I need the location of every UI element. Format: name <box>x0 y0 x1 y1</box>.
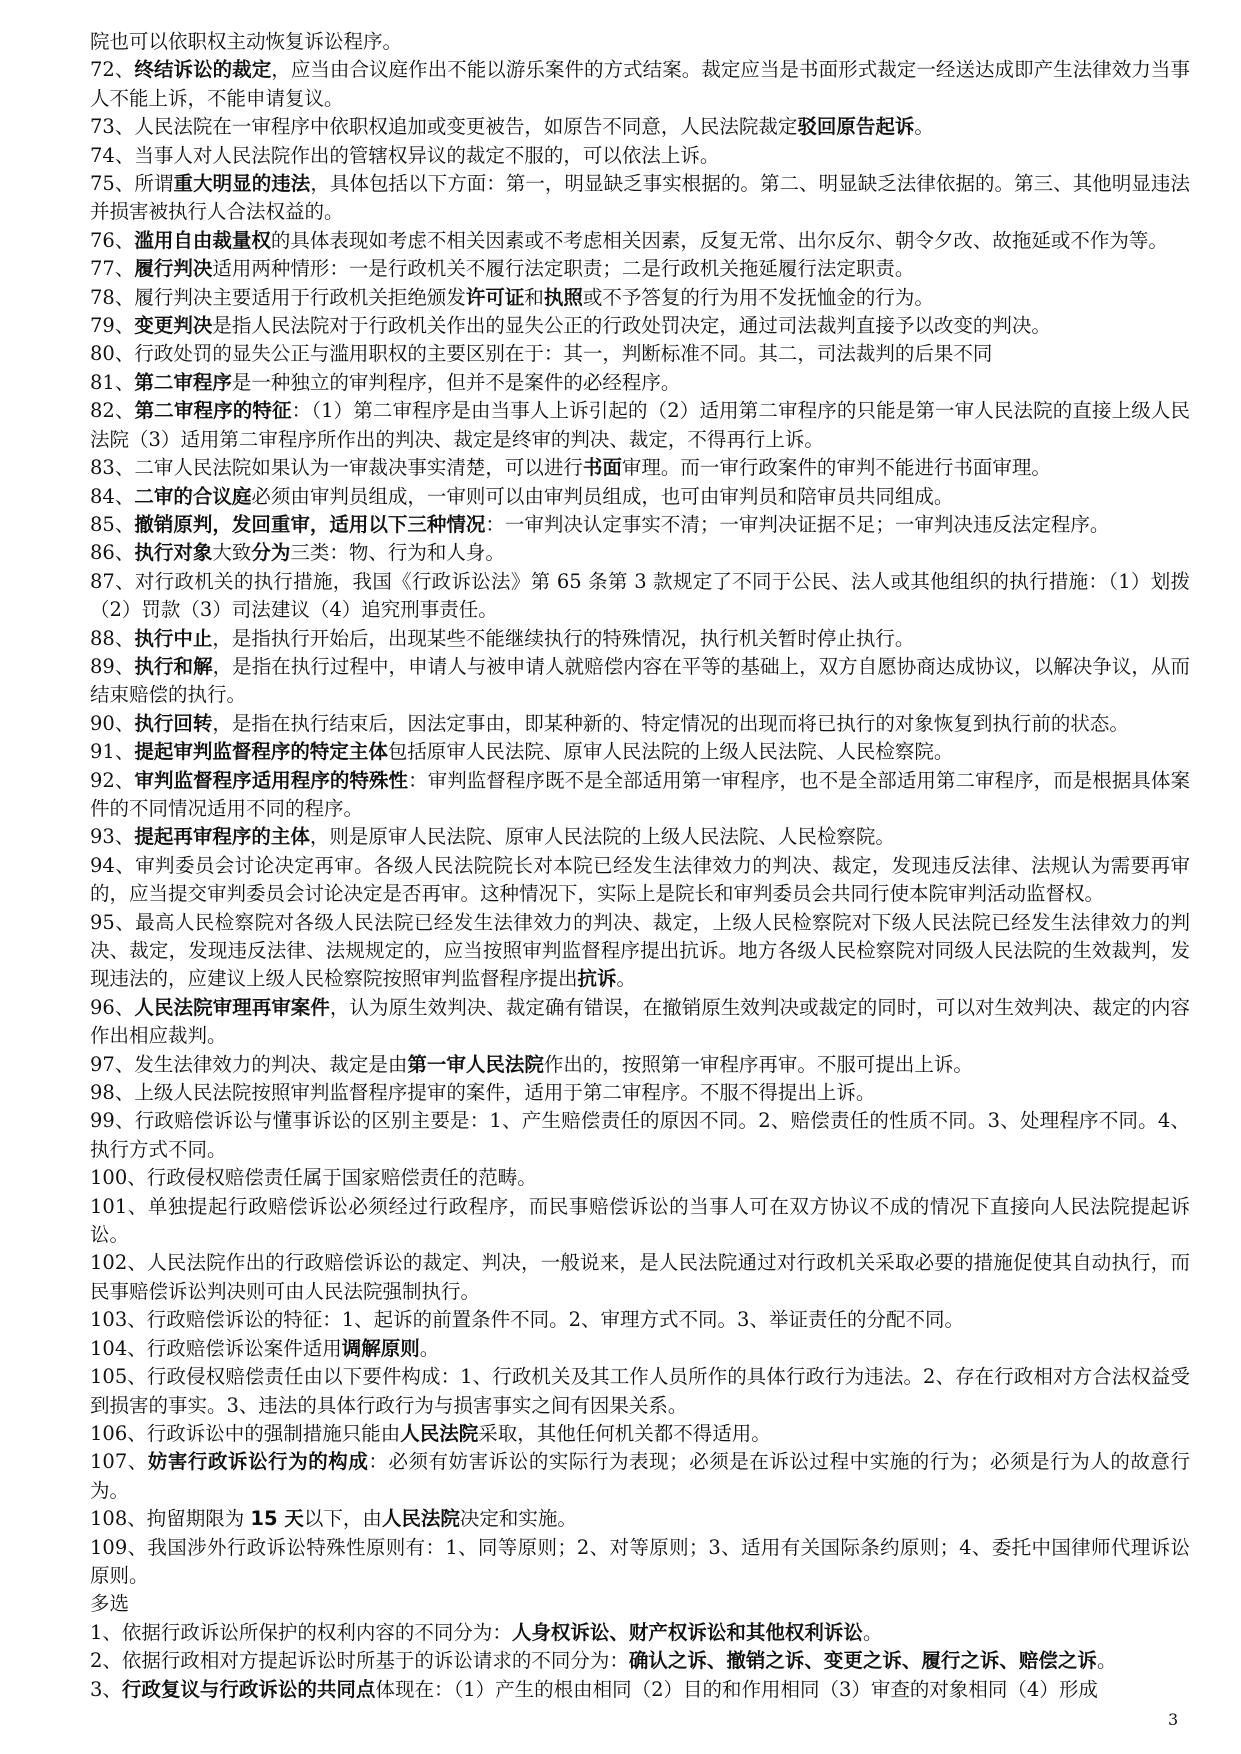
bold-term: 执行回转 <box>134 711 213 735</box>
paragraph <box>90 142 1190 170</box>
paragraph <box>90 255 1190 283</box>
text-run: ，是指在执行过程中，申请人与被申请人就赔偿内容在平等的基础上，双方自愿协商达成协议，以解决争议，从而结束赔偿的执行。 <box>90 654 1190 707</box>
text-run: 74、当事人对人民法院作出的管辖权异议的裁定不服的，可以依法上诉。 <box>90 143 720 167</box>
text-run: 103、行政赔偿诉讼的特征：1、起诉的前置条件不同。2、审理方式不同。3、举证责任的分配不同。 <box>90 1308 964 1332</box>
text-run: 85、 <box>90 512 135 536</box>
text-run: 101、单独提起行政赔偿诉讼必须经过行政程序，而民事赔偿诉讼的当事人可在双方协议不成的情况下直接向人民法院提起诉讼。 <box>90 1194 1190 1247</box>
bold-term: 终结诉讼的裁定 <box>134 58 272 82</box>
paragraph <box>90 170 1190 227</box>
paragraph <box>90 227 1190 255</box>
text-run: 98、上级人民法院按照审判监督程序提审的案件，适用于第二审程序。不服不得提出上诉。 <box>90 1081 876 1105</box>
text-run: 适用两种情形：一是行政机关不履行法定职责；二是行政机关拖延履行法定职责。 <box>212 257 915 281</box>
bold-term: 第二审程序 <box>134 370 232 394</box>
bold-term: 人民法院 <box>381 1507 460 1531</box>
paragraph <box>90 1647 1190 1675</box>
text-run: ：一审判决认定事实不清；一审判决证据不足；一审判决违反法定程序。 <box>485 512 1110 536</box>
bold-term: 抗诉 <box>577 967 617 991</box>
paragraph <box>90 738 1190 766</box>
bold-term: 执行和解 <box>134 654 213 678</box>
paragraph <box>90 1107 1190 1164</box>
text-run: 。 <box>1096 1649 1117 1673</box>
paragraph <box>90 56 1190 113</box>
text-run: 采取，其他任何机关都不得适用。 <box>478 1421 771 1445</box>
text-run: 体现在：（1）产生的根由相同（2）目的和作用相同（3）审查的对象相同（4）形成 <box>375 1677 1098 1701</box>
text-run: 107、 <box>90 1450 148 1474</box>
text-run: 包括原审人民法院、原审人民法院的上级人民法院、人民检察院。 <box>387 740 954 764</box>
paragraph <box>90 1590 1190 1618</box>
paragraph <box>90 28 1190 56</box>
text-run: 95、最高人民检察院对各级人民法院已经发生法律效力的判决、裁定，上级人民检察院对下级人民法院已经发生法律效力的判决、裁定，发现违反法律、法规规定的，应当按照审判监督程序提出抗诉。地方各级人民检察院对同级人民法院的生效裁判，发现违法的，应建议上级人民检察院按照审判监督程序提出 <box>90 910 1190 991</box>
text-run: 和 <box>524 285 544 309</box>
text-run: ，认为原生效判决、裁定确有错误，在撤销原生效判决或裁定的同时，可以对生效判决、裁定的内容作出相应裁判。 <box>90 995 1190 1048</box>
bold-term: 提起审判监督程序的特定主体 <box>134 740 388 764</box>
bold-term: 执行对象 <box>134 541 213 565</box>
text-run: 院也可以依职权主动恢复诉讼程序。 <box>90 30 403 53</box>
page-number: 3 <box>1168 1710 1179 1729</box>
bold-term: 撤销原判，发回重审，适用以下三种情况 <box>134 512 486 536</box>
text-run: 1、依据行政诉讼所保护的权利内容的不同分为： <box>90 1620 512 1644</box>
bold-term: 履行判决 <box>134 257 213 281</box>
paragraph <box>90 113 1190 141</box>
text-run: 93、 <box>90 825 135 849</box>
bold-term: 妨害行政诉讼行为的构成 <box>147 1450 369 1474</box>
text-run: 84、 <box>90 484 135 508</box>
paragraph <box>90 1164 1190 1192</box>
text-run: 3、 <box>90 1677 122 1701</box>
text-run: 80、行政处罚的显失公正与滥用职权的主要区别在于：其一，判断标准不同。其二，司法裁判的后果不同 <box>90 342 993 366</box>
paragraph <box>90 1335 1190 1363</box>
paragraph <box>90 1079 1190 1107</box>
text-run: 79、 <box>90 314 135 338</box>
text-run: 87、对行政机关的执行措施，我国《行政诉讼法》第 65 条第 3 款规定了不同于公民、法人或其他组织的执行措施：（1）划拨（2）罚款（3）司法建议（4）追究刑事责任。 <box>90 569 1190 622</box>
paragraph <box>90 1249 1190 1306</box>
text-run: ，则是原审人民法院、原审人民法院的上级人民法院、人民检察院。 <box>309 825 895 849</box>
text-run: 73、人民法院在一审程序中依职权追加或变更被告，如原告不同意，人民法院裁定 <box>90 115 798 139</box>
text-run: 2、依据行政相对方提起诉讼时所基于的诉讼请求的不同分为： <box>90 1649 629 1673</box>
text-run: 102、人民法院作出的行政赔偿诉讼的裁定、判决，一般说来，是人民法院通过对行政机关采取必要的措施促使其自动执行，而民事赔偿诉讼判决则可由人民法院强制执行。 <box>90 1251 1190 1303</box>
paragraph <box>90 1505 1190 1533</box>
paragraph <box>90 284 1190 312</box>
text-run: 是一种独立的审判程序，但并不是案件的必经程序。 <box>231 370 681 394</box>
bold-term: 书面 <box>582 456 622 480</box>
bold-term: 调解原则 <box>341 1336 420 1360</box>
paragraph <box>90 568 1190 625</box>
paragraph <box>90 312 1190 340</box>
text-run: 91、 <box>90 740 135 764</box>
bold-term: 人民法院审理再审案件 <box>134 995 330 1019</box>
paragraph <box>90 625 1190 653</box>
paragraph <box>90 1306 1190 1334</box>
paragraph <box>90 1051 1190 1079</box>
text-run: 审理。而一审行政案件的审判不能进行书面审理。 <box>621 456 1051 480</box>
paragraph <box>90 994 1190 1051</box>
text-run: 89、 <box>90 654 135 678</box>
text-run: 83、二审人民法院如果认为一审裁决事实清楚，可以进行 <box>90 456 583 480</box>
bold-term: 分为 <box>251 541 291 565</box>
paragraph <box>90 539 1190 567</box>
text-run: 104、行政赔偿诉讼案件适用 <box>90 1336 342 1360</box>
text-run: ，是指执行开始后，出现某些不能继续执行的特殊情况，执行机关暂时停止执行。 <box>212 626 915 650</box>
bold-term: 15 天 <box>250 1507 304 1531</box>
text-run: 多选 <box>90 1592 130 1616</box>
text-run: 92、 <box>90 768 135 792</box>
paragraph <box>90 1448 1190 1505</box>
paragraph <box>90 369 1190 397</box>
text-run: ，具体包括以下方面：第一，明显缺乏事实根据的。第二、明显缺乏法律依据的。第三、其他明显违法并损害被执行人合法权益的。 <box>90 172 1190 224</box>
paragraph <box>90 1193 1190 1250</box>
text-run: 作出的，按照第一审程序再审。不服可提出上诉。 <box>543 1052 973 1076</box>
text-run: 的具体表现如考虑不相关因素或不考虑相关因素，反复无常、出尔反尔、朝令夕改、故拖延或不作为等。 <box>270 228 1168 252</box>
paragraph <box>90 397 1190 454</box>
text-run: 100、行政侵权赔偿责任属于国家赔偿责任的范畴。 <box>90 1166 537 1190</box>
bold-term: 第一审人民法院 <box>407 1052 544 1076</box>
text-run: 是指人民法院对于行政机关作出的显失公正的行政处罚决定，通过司法裁判直接予以改变的判决。 <box>212 314 1051 338</box>
bold-term: 重大明显的违法 <box>173 172 311 196</box>
bold-term: 执照 <box>543 285 583 309</box>
text-run: 94、审判委员会讨论决定再审。各级人民法院院长对本院已经发生法律效力的判决、裁定，发现违反法律、法规认为需要再审的，应当提交审判委员会讨论决定是否再审。这种情况下，实际上是院长和审判委员会共同行使本院审判活动监督权。 <box>90 853 1190 906</box>
text-run: 大致 <box>212 541 252 565</box>
text-run: ，是指在执行结束后，因法定事由，即某种新的、特定情况的出现而将已执行的对象恢复到执行前的状态。 <box>212 711 1129 735</box>
text-run: ：必须有妨害诉讼的实际行为表现；必须是在诉讼过程中实施的行为；必须是行为人的故意行为。 <box>90 1450 1190 1502</box>
text-run: 77、 <box>90 257 135 281</box>
text-run: 76、 <box>90 228 135 252</box>
bold-term: 确认之诉、撤销之诉、变更之诉、履行之诉、赔偿之诉 <box>628 1649 1097 1673</box>
bold-term: 审判监督程序适用程序的特殊性 <box>134 768 409 792</box>
text-run: 。 <box>862 1620 883 1644</box>
text-run: 决定和实施。 <box>459 1507 577 1531</box>
text-run: 以下，由 <box>303 1507 382 1531</box>
paragraph <box>90 340 1190 368</box>
text-run: ，应当由合议庭作出不能以游乐案件的方式结案。裁定应当是书面形式裁定一经送达成即产生法律效力当事人不能上诉，不能申请复议。 <box>90 58 1190 110</box>
paragraph <box>90 909 1190 994</box>
text-run: 或不予答复的行为用不发抚恤金的行为。 <box>582 285 934 309</box>
text-run: ：（1）第二审程序是由当事人上诉引起的（2）适用第二审程序的只能是第一审人民法院的直接上级人民法院（3）适用第二审程序所作出的判决、裁定是终审的判决、裁定，不得再行上诉。 <box>90 399 1190 451</box>
text-run: 106、行政诉讼中的强制措施只能由 <box>90 1421 401 1445</box>
bold-term: 许可证 <box>465 285 525 309</box>
text-run: 75、所谓 <box>90 172 174 196</box>
text-run: 必须由审判员组成，一审则可以由审判员组成，也可由审判员和陪审员共同组成。 <box>251 484 954 508</box>
paragraph <box>90 767 1190 824</box>
text-run: 88、 <box>90 626 135 650</box>
text-run: 。 <box>616 967 637 991</box>
text-run: 三类：物、行为和人身。 <box>290 541 505 565</box>
text-run: ：审判监督程序既不是全部适用第一审程序，也不是全部适用第二审程序，而是根据具体案件的不同情况适用不同的程序。 <box>90 768 1190 820</box>
paragraph <box>90 1676 1190 1704</box>
bold-term: 二审的合议庭 <box>134 484 252 508</box>
bold-term: 提起再审程序的主体 <box>134 825 310 849</box>
bold-term: 执行中止 <box>134 626 213 650</box>
text-run: 105、行政侵权赔偿责任由以下要件构成：1、行政机关及其工作人员所作的具体行政行为违法。2、存在行政相对方合法权益受到损害的事实。3、违法的具体行政行为与损害事实之间有因果关系。 <box>90 1365 1190 1417</box>
text-run: 97、发生法律效力的判决、裁定是由 <box>90 1052 408 1076</box>
paragraph <box>90 852 1190 909</box>
bold-term: 驳回原告起诉 <box>797 115 915 139</box>
paragraph <box>90 710 1190 738</box>
paragraph <box>90 1619 1190 1647</box>
text-run: 99、行政赔偿诉讼与懂事诉讼的区别主要是：1、产生赔偿责任的原因不同。2、赔偿责任的性质不同。3、处理程序不同。4、执行方式不同。 <box>90 1109 1190 1161</box>
paragraph <box>90 1363 1190 1420</box>
text-run: 72、 <box>90 58 135 82</box>
text-run: 81、 <box>90 370 135 394</box>
text-run: 96、 <box>90 995 135 1019</box>
document-body <box>90 28 1190 1704</box>
paragraph <box>90 511 1190 539</box>
paragraph <box>90 454 1190 482</box>
bold-term: 变更判决 <box>134 314 213 338</box>
text-run: 。 <box>914 115 934 139</box>
text-run: 90、 <box>90 711 135 735</box>
paragraph <box>90 1534 1190 1591</box>
text-run: 78、履行判决主要适用于行政机关拒绝颁发 <box>90 285 466 309</box>
text-run: 82、 <box>90 399 135 423</box>
paragraph <box>90 653 1190 710</box>
bold-term: 人身权诉讼、财产权诉讼和其他权利诉讼 <box>511 1620 863 1644</box>
bold-term: 滥用自由裁量权 <box>134 228 271 252</box>
bold-term: 人民法院 <box>400 1421 479 1445</box>
paragraph <box>90 483 1190 511</box>
text-run: 。 <box>419 1336 440 1360</box>
paragraph <box>90 823 1190 851</box>
text-run: 86、 <box>90 541 135 565</box>
paragraph <box>90 1420 1190 1448</box>
text-run: 109、我国涉外行政诉讼特殊性原则有：1、同等原则；2、对等原则；3、适用有关国际条约原则；4、委托中国律师代理诉讼原则。 <box>90 1535 1190 1587</box>
text-run: 108、拘留期限为 <box>90 1507 251 1531</box>
bold-term: 第二审程序的特征 <box>134 399 292 423</box>
bold-term: 行政复议与行政诉讼的共同点 <box>121 1677 376 1701</box>
